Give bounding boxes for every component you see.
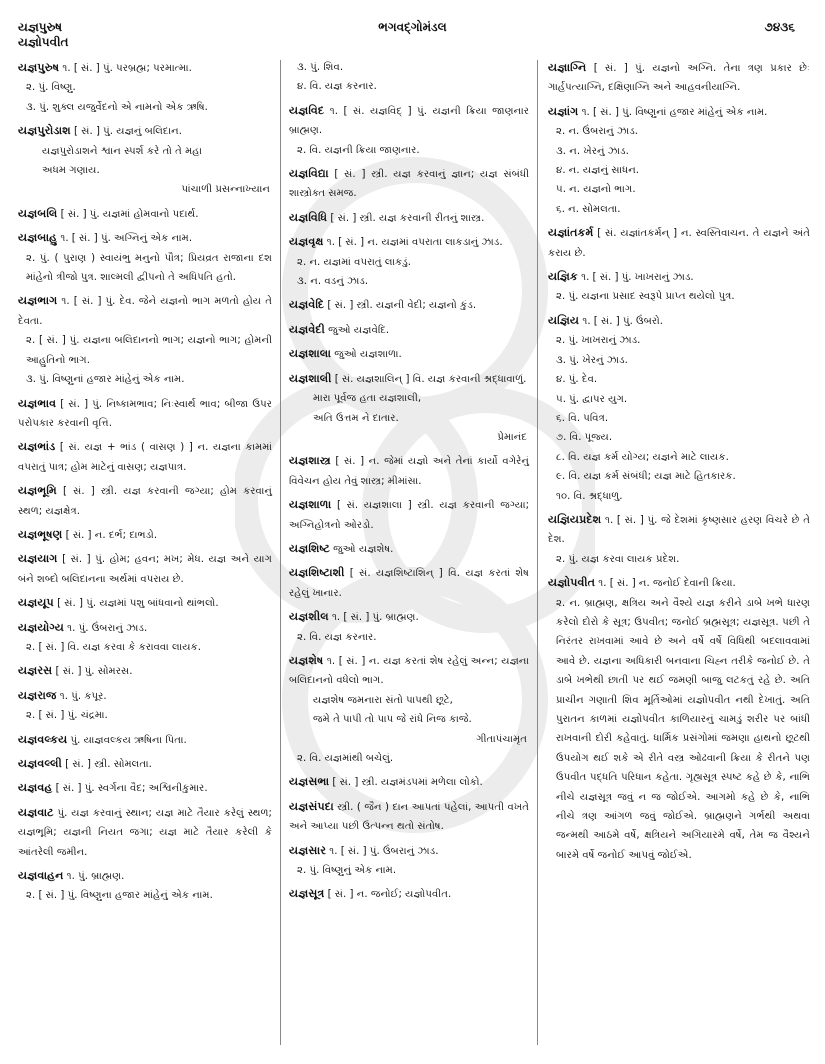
page-title: ભગવદ્ગોમંડલ <box>378 20 447 34</box>
definition-text: ૩. ન. ખેરનું ઝાડ. <box>556 145 629 157</box>
headword: યજ્ઞાગ્નિ <box>548 61 587 74</box>
headword: યજ્ઞબલિ <box>18 206 58 220</box>
definition-line <box>289 58 529 77</box>
page-header <box>0 0 825 60</box>
definition-text: [ સં. ] પું. યજ્ઞનું બલિદાન. <box>74 126 182 138</box>
headword: યજ્ઞવાટ <box>18 805 54 819</box>
definition-line <box>289 797 529 837</box>
sense-line <box>548 467 810 486</box>
definition-line <box>548 267 810 287</box>
definition-text: ૫. ન. યજ્ઞનો ભાગ. <box>556 184 636 196</box>
definition-text: ૪. વિ. યજ્ઞ કરનાર. <box>297 81 377 93</box>
headword: યજ્ઞસૂત્ર <box>289 887 325 901</box>
definition-text: ૧. પું. ઉંબરાનું ઝાડ. <box>67 622 148 634</box>
headword: યજ્ઞશાલા <box>289 347 331 361</box>
headword: યજ્ઞભાંડ <box>18 440 56 454</box>
column-divider-2 <box>537 60 538 1045</box>
headword: યજ્ઞપુરોડાશ <box>18 124 71 138</box>
definition-text: [ સં. યજ્ઞ + ભાંડ ( વાસણ ) ] ન. યજ્ઞના કામમાં વપરાતું પાત્ર; હોમ માટેનું વાસણ; યજ્ઞપાત્ર. <box>18 442 272 473</box>
sense-line <box>548 200 810 219</box>
headword: યજ્ઞવૃક્ષ <box>289 235 324 249</box>
sense-line <box>548 409 810 428</box>
headword: યજ્ઞયાગ <box>18 552 58 566</box>
headword: યજ્ઞરાજ <box>18 688 57 702</box>
dictionary-entry <box>548 510 810 569</box>
column-3 <box>548 58 810 869</box>
sense-line <box>289 253 529 272</box>
definition-text: ૨. ન. યજ્ઞમાં વપરાતું લાકડું. <box>297 256 412 268</box>
definition-text: ૨. વિ. યજ્ઞ કરનાર. <box>297 631 377 643</box>
headword: યજ્ઞાંગ <box>548 104 579 118</box>
definition-line <box>18 803 272 862</box>
definition-text: [ સં. યજ્ઞશાલા ] સ્ત્રી. યજ્ઞ કરવાની જગ્યા; અગ્નિહોત્રનો ઓરડો. <box>289 500 529 531</box>
definition-text: [ સં. ] પું. યજ્ઞમાં પશુ બાંધવાનો થાંભલો. <box>57 598 219 610</box>
definition-text: ૧. [ સં. ] પું. વિષ્ણુનાં હજાર માંહેનું એક નામ. <box>581 106 768 118</box>
definition-text: [ સં. ] સ્ત્રી. યજ્ઞ કરવાની રીતનું શાસ્ત્ર. <box>330 212 485 224</box>
dictionary-entry <box>548 102 810 219</box>
definition-line <box>18 437 272 477</box>
definition-line <box>18 291 272 331</box>
dictionary-entry <box>18 228 272 287</box>
definition-text: ૨. ન. ઉંબરાનું ઝાડ. <box>556 126 639 138</box>
definition-text: સ્ત્રી. ( જૈન ) દાન આપતાં પહેલાં, આપતી વખતે અને આપ્યા પછી ઉત્પન્ન થતો સંતોષ. <box>289 801 529 833</box>
definition-text: [ સં. ] ન. જેમાં યજ્ઞો અને તેનાં કાર્યો વગેરેનું વિવેચન હોય તેવું શાસ્ત્ર; મીમાંસા. <box>289 456 529 487</box>
definition-line <box>18 549 272 589</box>
definition-line <box>18 866 272 886</box>
column-2 <box>289 58 529 909</box>
sense-line <box>289 141 529 160</box>
definition-line <box>289 164 529 204</box>
headword: યજ્ઞવિધિ <box>289 210 328 224</box>
quotation-source: પ્રેમાનંદ <box>497 431 527 443</box>
definition-text: ૪. ન. યજ્ઞનું સાધન. <box>556 165 640 177</box>
dictionary-entry <box>289 563 529 603</box>
definition-line <box>18 228 272 248</box>
dictionary-entry <box>289 58 529 97</box>
dictionary-entry <box>289 495 529 535</box>
definition-line <box>548 58 810 98</box>
dictionary-entry <box>18 481 272 521</box>
dictionary-entry <box>289 539 529 559</box>
definition-text: ૧. [ સં. યજ્ઞવિદ્ ] પું. યજ્ઞની ક્રિયા જાણનાર બ્રાહ્મણ. <box>289 105 529 137</box>
headword: યજ્ઞવેદિ <box>289 298 325 312</box>
definition-text: ૨. ન. બ્રાહ્મણ, ક્ષત્રિય અને વૈશ્યે યજ્ઞ કરીને ડાબે ખભે ધારણ કરેલો દોરો કે સૂત્ર; ઉપવીત; જનોઈ બ્રહ્મસૂત્ર; યજ્ઞસૂત્ર. પછી તે નિરંતર રાખવામાં આવે છે અને વર્ષે વર્ષે વિધિથી બદલાવવામાં આવે છે. યજ્ઞના અધિકારી બનવાના ચિહ્ન તરીકે જનોઈ છે. તે ડાબે ખભેથી છાતી પર થઈ જમણી બાજુ લટકતું રહે છે. અતિ પ્રાચીન ગણાતી શિવ મૂર્તિઓમાં યજ્ઞોપવીત નથી દેખાતું. અતિ પુરાતન કાળમાં યજ્ઞોપવીત કાળિયારનું ચામડું શરીર પર બાંધી રાખવાની દોરી કહેવાતું. ધાર્મિક પ્રસંગોમાં જમણા હાથનો છૂટથી ઉપયોગ થઈ શકે એ રીતે વસ્ત્ર ઓઢવાની ક્રિયા કે રીતને પણ ઉપવીત પદ્ધતિ પરિધાન કહેતા. ગૃહ્યસૂત્ર સ્પષ્ટ કહે છે કે, નાભિ નીચે યજ્ઞસૂત્ર જવું ન જ જોઈએ. આગમો કહે છે કે, નાભિ નીચે ત્રણ આંગળ જવું જોઈએ. બ્રાહ્મણને ગર્ભથી અથવા જન્મથી આઠમે વર્ષે, ક્ષત્રિયને અગિયારમે વર્ષે, તેમ જ વૈશ્યને બારમે વર્ષે જનોઈ આપવું જોઈએ. <box>556 597 810 861</box>
headword: યજ્ઞશિષ્ટાશી <box>289 566 345 580</box>
definition-text: ૩. પું. વિષ્ણુનાં હજાર માંહેનું એક નામ. <box>26 374 185 386</box>
dictionary-entry <box>289 451 529 491</box>
definition-text: [ સં. ] સ્ત્રી. યજ્ઞમંડપમાં મળેલા લોકો. <box>332 777 483 789</box>
definition-text: ૧. [ સં. ] પું. જે દેશમાં કૃષ્ણસાર હરણ વિચરે છે તે દેશ. <box>548 514 810 546</box>
quotation-source: ગીતાપંચામૃત <box>476 733 527 745</box>
definition-line <box>18 593 272 613</box>
headword: યજ્ઞશીલ <box>289 610 329 624</box>
definition-text: [ સં. ] પું. સોમરસ. <box>55 666 133 678</box>
headword: યજ્ઞવેદી <box>289 322 325 336</box>
headword: યજ્ઞવહ <box>18 781 53 795</box>
definition-line <box>18 661 272 681</box>
dictionary-entry <box>289 369 529 448</box>
dictionary-entry <box>289 295 529 315</box>
definition-text: ૩. પું. ખેરનું ઝાડ. <box>556 354 628 366</box>
definition-line <box>289 495 529 535</box>
definition-text: [ સં. ] સ્ત્રી. યજ્ઞ કરવાનું જ્ઞાન; યજ્ઞ સંબંધી શાસ્ત્રોક્ત સમજ. <box>289 169 529 200</box>
definition-line <box>18 121 272 141</box>
definition-line <box>18 686 272 706</box>
definition-line <box>289 208 529 228</box>
definition-text: [ સં. ] ન. દર્ભ; દાભડો. <box>65 529 158 541</box>
sense-line <box>548 487 810 506</box>
definition-text: [ સં. ] પું. યજ્ઞનો અગ્નિ. તેના ત્રણ પ્રકાર છેઃ ગાર્હપત્યાગ્નિ, દક્ષિણાગ્નિ અને આહવનીયાગ્નિ. <box>548 63 810 94</box>
definition-text: ૩. પું. શિવ. <box>297 62 344 73</box>
definition-text: ૫. પું. દ્વાપર યુગ. <box>556 393 628 405</box>
definition-line <box>289 295 529 315</box>
definition-text: ૨. [ સં. ] પું. ચંદ્રમા. <box>26 710 108 722</box>
sense-line <box>289 272 529 291</box>
definition-line <box>18 58 272 78</box>
definition-text: ૪. પું. દેવ. <box>556 374 598 386</box>
sense-line <box>18 98 272 117</box>
dictionary-entry <box>18 58 272 117</box>
definition-line <box>18 754 272 774</box>
sense-line <box>548 550 810 569</box>
definition-text: ૧. [ સં. ] ન. યજ્ઞમાં વપરાતા લાકડાનું ઝાડ. <box>326 237 503 249</box>
dictionary-entry <box>548 58 810 98</box>
quotation-line: મારા પૂર્વજ હતા યજ્ઞશાલી, <box>313 393 422 405</box>
guide-word-last: યજ્ઞોપવીત <box>18 35 69 49</box>
definition-line <box>289 651 529 691</box>
dictionary-entry <box>548 223 810 263</box>
sense-line <box>18 886 272 905</box>
headword: યજ્ઞવાહન <box>18 869 64 883</box>
definition-text: [ સં. ] પું. યજ્ઞમાં હોમવાનો પદાર્થ. <box>60 208 199 220</box>
sense-line <box>548 370 810 389</box>
sense-line <box>18 370 272 389</box>
definition-line <box>289 101 529 141</box>
dictionary-entry <box>18 525 272 545</box>
definition-line <box>289 320 529 340</box>
sense-line <box>548 390 810 409</box>
sense-line <box>548 122 810 141</box>
definition-text: ૨. પું. યજ્ઞ કરવા લાયક પ્રદેશ. <box>556 553 680 565</box>
headword: યજ્ઞસભા <box>289 775 330 789</box>
definition-text: ૧. પું. બ્રાહ્મણ. <box>66 871 125 883</box>
sense-line <box>18 249 272 288</box>
sense-line <box>548 428 810 447</box>
quotation-line: યજ્ઞશેષ જમનારા સંતો પાપથી છૂટે, <box>313 694 453 706</box>
dictionary-entry <box>18 204 272 224</box>
definition-line <box>18 730 272 750</box>
sense-line <box>18 78 272 97</box>
definition-text: [ સં. ] ન. જનોઈ; યજ્ઞોપવીત. <box>327 889 452 901</box>
dictionary-entry <box>18 593 272 613</box>
sense-line <box>18 706 272 725</box>
headword: યજ્ઞોપવીત <box>548 576 596 590</box>
definition-line <box>289 563 529 603</box>
dictionary-entry <box>289 320 529 340</box>
definition-text: પું. યજ્ઞ કરવાનું સ્થાન; યજ્ઞ માટે તૈયાર કરેલું સ્થળ; યજ્ઞભૂમિ; યજ્ઞની નિયત જગા; યજ્ઞ માટે તૈયાર કરેલી કે આંતરેલી જમીન. <box>18 807 272 858</box>
definition-line <box>548 102 810 122</box>
dictionary-entry <box>289 607 529 647</box>
headword: યજ્ઞભાવ <box>18 396 57 410</box>
definition-text: ૨. પું. ( પુરાણ ) સ્વાયંભુ મનુનો પૌત્ર; પ્રિયવ્રત રાજાના દશ માંહેનો ત્રીજો પુત્ર. શાલ્મલી દ્વીપનો તે અધિપતિ હતો. <box>26 252 272 284</box>
definition-text: જુઓ યજ્ઞશેષ. <box>333 543 394 555</box>
dictionary-entry <box>289 208 529 228</box>
definition-line <box>289 539 529 559</box>
definition-line <box>548 510 810 550</box>
headword: યજ્ઞયૂપ <box>18 596 54 610</box>
headword: યજ્ઞિક <box>548 270 578 284</box>
definition-line <box>289 772 529 792</box>
sense-line <box>548 331 810 350</box>
definition-text: ૨. પું. વિષ્ણુ. <box>26 82 76 94</box>
dictionary-entry <box>289 841 529 881</box>
dictionary-entry <box>18 730 272 750</box>
sense-line <box>18 638 272 657</box>
definition-text: ૩. ન. વડનું ઝાડ. <box>297 276 369 288</box>
dictionary-entry <box>18 437 272 477</box>
dictionary-entry <box>18 394 272 434</box>
headword: યજ્ઞપુરુષ <box>18 61 60 74</box>
headword: યજ્ઞવિદ્યા <box>289 167 329 181</box>
definition-text: ૬. ન. સોમલતા. <box>556 203 621 215</box>
definition-text: ૧. [ સં. ] પું. બ્રાહ્મણ. <box>331 612 419 624</box>
dictionary-entry <box>18 121 272 200</box>
dictionary-entry <box>18 549 272 589</box>
definition-text: ૨. [ સં. ] પું. યજ્ઞના બલિદાનનો ભાગ; યજ્ઞનો ભાગ; હોમની આહુતિનો ભાગ. <box>26 335 272 366</box>
headword: યજ્ઞિયપ્રદેશ <box>548 512 602 526</box>
definition-text: ૨. પું. યજ્ઞના પ્રસાદ સ્વરૂપે પ્રાપ્ત થયેલો પુત્ર. <box>556 291 735 303</box>
dictionary-entry <box>289 772 529 792</box>
definition-text: ૧. [ સં. ] પું. દેવ. જેને યજ્ઞનો ભાગ મળતો હોય તે દેવતા. <box>18 296 272 327</box>
quotation-line: જમે તે પાપી તો પાપ જે રાંધે નિજ કાજે. <box>313 714 472 726</box>
sense-line: ૨. વિ. યજ્ઞમાંથી બચેલું. <box>297 753 394 764</box>
definition-line <box>289 841 529 861</box>
dictionary-entry <box>289 651 529 768</box>
dictionary-entry <box>289 797 529 837</box>
dictionary-entry <box>548 573 810 865</box>
definition-line <box>289 884 529 904</box>
definition-text: ૧. [ સં. ] પું. ઉંબરો. <box>582 315 663 327</box>
definition-line <box>548 223 810 263</box>
definition-text: [ સં. ] સ્ત્રી. યજ્ઞ કરવાની જગ્યા; હોમ કરવાનું સ્થળ; યજ્ઞક્ષેત્ર. <box>18 486 272 517</box>
sense-line <box>548 448 810 467</box>
dictionary-entry <box>289 884 529 904</box>
definition-text: ૯. વિ. યજ્ઞ કર્મ સંબંધી; યજ્ઞ માટે હિતકારક. <box>556 471 736 483</box>
headword: યજ્ઞશાસ્ત્ર <box>289 454 331 468</box>
dictionary-entry <box>18 778 272 798</box>
dictionary-entry <box>18 618 272 658</box>
sense-line <box>548 161 810 180</box>
guide-word-first: યજ્ઞપુરુષ <box>18 20 63 34</box>
dictionary-entry <box>289 232 529 291</box>
sense-line <box>289 77 529 96</box>
column-1 <box>18 58 272 910</box>
definition-text: ૧. [ સં. ] પું. ઉંબરાનું ઝાડ. <box>329 845 439 857</box>
headword: યજ્ઞયોગ્ય <box>18 620 64 634</box>
definition-line <box>18 778 272 798</box>
definition-text: ૨. પું. ખાખરાનું ઝાડ. <box>556 335 641 347</box>
definition-text: ૮. વિ. યજ્ઞ કર્મ યોગ્ય; યજ્ઞને માટે લાયક. <box>556 451 729 463</box>
headword: યજ્ઞસંપદા <box>289 799 334 813</box>
definition-text: [ સં. ] સ્ત્રી. યજ્ઞની વેદી; યજ્ઞનો કુંડ. <box>327 300 477 312</box>
dictionary-entry <box>18 866 272 906</box>
definition-text: જુઓ યજ્ઞશાળા. <box>334 349 402 361</box>
definition-text: ૨. વિ. યજ્ઞની ક્રિયા જાણનાર. <box>297 144 420 156</box>
definition-line <box>18 394 272 434</box>
definition-text: ૨. પું. વિષ્ણુનું એક નામ. <box>297 865 397 877</box>
definition-text: [ સં. યજ્ઞશિષ્ટાશિન્ ] વિ. યજ્ઞ કરતાં શેષ રહેલું ખાનાર. <box>289 568 529 599</box>
dictionary-entry <box>18 803 272 862</box>
definition-text: [ સં. ] પું. હોમ; હવન; મખ; મેધ. યજ્ઞ અને યાગ બંને શબ્દો બલિદાનના અર્થમાં વપરાય છે. <box>18 554 272 585</box>
dictionary-entry <box>18 686 272 726</box>
sense-line <box>548 142 810 161</box>
definition-line <box>289 451 529 491</box>
definition-line <box>548 311 810 331</box>
dictionary-entry <box>18 661 272 681</box>
headword: યજ્ઞશિષ્ટ <box>289 541 330 555</box>
headword: યજ્ઞભૂમિ <box>18 484 57 498</box>
dictionary-entry <box>289 164 529 204</box>
definition-text: ૨. [ સં. ] વિ. યજ્ઞ કરવા કે કરાવવા લાયક. <box>26 641 201 653</box>
dictionary-entry <box>548 267 810 307</box>
definition-text: [ સં. ] પું. નિષ્કામભાવ; નિઃસ્વાર્થ ભાવ; બીજા ઉપર પરોપકાર કરવાની વૃત્તિ. <box>18 398 272 429</box>
definition-line <box>289 232 529 252</box>
quotation-line: યજ્ઞપુરોડાશને શ્વાન સ્પર્શ કરે તો તે મહા <box>42 145 203 157</box>
headword: યજ્ઞશાલી <box>289 371 332 385</box>
definition-text: ૧. [ સં. ] ન. જનોઈ દેવાની ક્રિયા. <box>598 578 736 590</box>
headword: યજ્ઞવિદ <box>289 103 325 117</box>
headword: યજ્ઞસાર <box>289 843 326 857</box>
headword: યજ્ઞભાગ <box>18 294 58 308</box>
definition-text: ૨. [ સં. ] પું. વિષ્ણુના હજાર માંહેનું એક નામ. <box>26 890 213 902</box>
definition-text: ૧૦. વિ. શ્રદ્ધાળુ. <box>556 490 623 502</box>
headword: યજ્ઞવલ્લી <box>18 757 62 770</box>
definition-line <box>18 618 272 638</box>
definition-line <box>289 607 529 627</box>
dictionary-entry <box>289 344 529 364</box>
quotation-line: અધમ ગણાય. <box>42 165 100 177</box>
headword: યજ્ઞિય <box>548 313 580 327</box>
definition-text: ૧. પું. કપૂર. <box>59 690 107 702</box>
definition-line <box>289 369 529 389</box>
dictionary-entry <box>548 311 810 506</box>
quotation-source: પાંચાળી પ્રસન્નાખ્યાન <box>181 184 270 196</box>
page-number: ૭૪૩૬ <box>764 20 795 34</box>
definition-line <box>18 481 272 521</box>
headword: યજ્ઞભૂષણ <box>18 527 63 541</box>
sense-line <box>18 331 272 370</box>
sense-line <box>548 351 810 370</box>
quotation-line: અતિ ઉત્તમ ને દાતાર. <box>313 412 399 424</box>
headword: યજ્ઞાંતકર્મ <box>548 226 594 240</box>
definition-text: ૬. વિ. પવિત્ર. <box>556 412 609 424</box>
definition-line <box>18 525 272 545</box>
definition-text: ૧. [ સં. ] પું. અગ્નિનું એક નામ. <box>60 233 193 245</box>
headword: યજ્ઞશેષ <box>289 653 324 667</box>
definition-text: ૧. [ સં. ] ન. યજ્ઞ કરતાં શેષ રહેલું અન્ન; યજ્ઞના બલિદાનનો વધેલો ભાગ. <box>289 655 529 687</box>
sense-line <box>548 594 810 866</box>
definition-text: ૧. [ સં. ] પું. ખાખરાનું ઝાડ. <box>581 272 694 284</box>
dictionary-entry <box>18 754 272 774</box>
definition-text: ૩. પું. શુક્લ યજુર્વેદનો એ નામનો એક ઋષિ. <box>26 101 208 113</box>
definition-text: ૧. [ સં. ] પું. પરબ્રહ્મ; પરમાત્મા. <box>62 63 192 74</box>
dictionary-entry <box>289 101 529 160</box>
definition-text: પું. યાજ્ઞવલ્કય ઋષિના પિતા. <box>70 734 187 746</box>
column-divider-1 <box>280 60 281 1045</box>
sense-line <box>289 628 529 647</box>
dictionary-entry <box>18 291 272 389</box>
definition-line <box>289 344 529 364</box>
headword: યજ્ઞશાળા <box>289 498 332 512</box>
headword: યજ્ઞબાહુ <box>18 231 58 245</box>
definition-text: [ સં. યજ્ઞાંતકર્મન્ ] ન. સ્વસ્તિવાચન. તે યજ્ઞને અંતે કરાય છે. <box>548 228 810 259</box>
definition-text: જુઓ યજ્ઞવેદિ. <box>328 324 390 336</box>
definition-text: [ સં. ] પું. સ્વર્ગના વૈદ; અશ્વિનીકુમાર. <box>55 783 208 795</box>
definition-text: ૭. વિ. પૂજ્ય. <box>556 432 613 444</box>
headword: યજ્ઞવલ્કય <box>18 732 68 746</box>
definition-line <box>18 204 272 224</box>
headword: યજ્ઞરસ <box>18 664 53 678</box>
definition-text: [ સં. યજ્ઞશાલિન્ ] વિ. યજ્ઞ કરવાની શ્રદ્ધાવાળું. <box>334 373 527 385</box>
sense-line <box>548 180 810 199</box>
definition-line <box>548 573 810 593</box>
sense-line <box>289 861 529 880</box>
definition-text: [ સં. ] સ્ત્રી. સોમલતા. <box>65 759 152 770</box>
sense-line <box>548 287 810 306</box>
